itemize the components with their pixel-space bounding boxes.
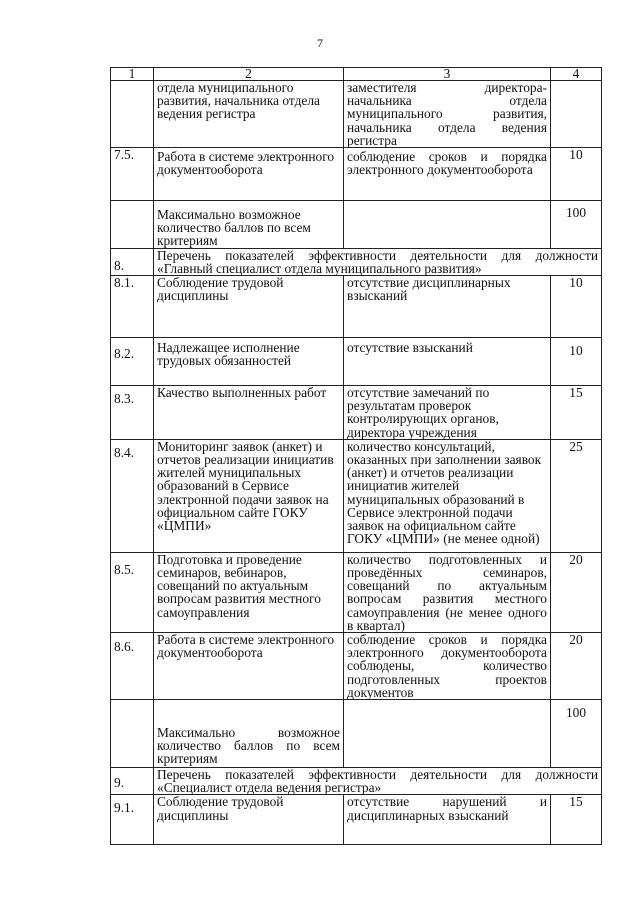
row-number: 8.2.: [111, 338, 154, 386]
header-col-3: 3: [344, 68, 551, 81]
indicator-cell: количество подготовленных и проведённых семинаров, совещаний по актуальным вопросам развития местного самоуправления (не менее одного в квартал): [344, 552, 551, 632]
indicator-cell: [344, 201, 551, 249]
criterion-cell: Подготовка и проведение семинаров, вебинаров, совещаний по актуальным вопросам развития местного самоуправления: [154, 552, 344, 632]
indicator-cell: отсутствие взысканий: [344, 338, 551, 386]
criterion-cell: Качество выполненных работ: [154, 386, 344, 440]
row-number: 8.3.: [111, 386, 154, 440]
score-cell: 20: [551, 633, 602, 700]
row-number: [111, 201, 154, 249]
criteria-table: [110, 67, 602, 845]
table-row: [111, 386, 602, 440]
table-header-row: [111, 68, 602, 81]
score-cell: [551, 81, 602, 148]
score-cell: 15: [551, 386, 602, 440]
row-number: [111, 700, 154, 768]
score-cell: 25: [551, 439, 602, 552]
table-row: [111, 338, 602, 386]
row-number: 9.: [111, 768, 154, 795]
indicator-cell: количество консультаций, оказанных при заполнении заявок (анкет) и отчетов реализации инициатив жителей муниципальных образований в Сервисе электронной подачи заявок на официальном сайте ГОКУ «ЦМПИ» (не менее одной): [344, 439, 551, 552]
indicator-cell: отсутствие замечаний по результатам проверок контролирующих органов, директора учреждения: [344, 386, 551, 440]
criterion-cell: Соблюдение трудовой дисциплины: [154, 276, 344, 338]
table-row: [111, 795, 602, 845]
table-row: [111, 201, 602, 249]
criterion-cell: Работа в системе электронного документооборота: [154, 633, 344, 700]
page-number: 7: [317, 36, 323, 50]
criterion-cell: Максимально возможное количество баллов по всем критериям: [154, 201, 344, 249]
table-row: [111, 276, 602, 338]
criterion-cell: отдела муниципального развития, начальника отдела ведения регистра: [154, 81, 344, 148]
score-cell: 20: [551, 552, 602, 632]
section-title: Перечень показателей эффективности деятельности для должности «Специалист отдела ведения регистра»: [154, 768, 602, 795]
table-row: [111, 552, 602, 632]
section-title: Перечень показателей эффективности деятельности для должности «Главный специалист отдела муниципального развития»: [154, 248, 602, 275]
row-number: 8.1.: [111, 276, 154, 338]
row-number: 8.: [111, 248, 154, 275]
score-cell: 100: [551, 700, 602, 768]
table-row: [111, 700, 602, 768]
row-number: 8.6.: [111, 633, 154, 700]
row-number: 8.5.: [111, 552, 154, 632]
criterion-cell: Соблюдение трудовой дисциплины: [154, 795, 344, 845]
table-row: [111, 148, 602, 201]
criterion-cell: Работа в системе электронного документооборота: [154, 148, 344, 201]
score-cell: 15: [551, 795, 602, 845]
indicator-cell: соблюдение сроков и порядка электронного документооборота: [344, 148, 551, 201]
indicator-cell: отсутствие дисциплинарных взысканий: [344, 276, 551, 338]
row-number: [111, 81, 154, 148]
criterion-cell: Максимально возможное количество баллов по всем критериям: [154, 700, 344, 768]
score-cell: 10: [551, 276, 602, 338]
section-row: [111, 768, 602, 795]
score-cell: 10: [551, 148, 602, 201]
criterion-cell: Надлежащее исполнение трудовых обязанностей: [154, 338, 344, 386]
indicator-cell: соблюдение сроков и порядка электронного документооборота соблюдены, количество подготовленных проектов документов: [344, 633, 551, 700]
table-row: [111, 439, 602, 552]
table-row: [111, 81, 602, 148]
score-cell: 10: [551, 338, 602, 386]
header-col-4: 4: [551, 68, 602, 81]
row-number: 8.4.: [111, 439, 154, 552]
indicator-cell: заместителя директора-начальника отдела муниципального развития, начальника отдела ведения регистра: [344, 81, 551, 148]
indicator-cell: [344, 700, 551, 768]
indicator-cell: отсутствие нарушений и дисциплинарных взысканий: [344, 795, 551, 845]
score-cell: 100: [551, 201, 602, 249]
section-row: [111, 248, 602, 275]
table-row: [111, 633, 602, 700]
header-col-1: 1: [111, 68, 154, 81]
criterion-cell: Мониторинг заявок (анкет) и отчетов реализации инициатив жителей муниципальных образований в Сервисе электронной подачи заявок на официальном сайте ГОКУ «ЦМПИ»: [154, 439, 344, 552]
row-number: 7.5.: [111, 148, 154, 201]
header-col-2: 2: [154, 68, 344, 81]
row-number: 9.1.: [111, 795, 154, 845]
